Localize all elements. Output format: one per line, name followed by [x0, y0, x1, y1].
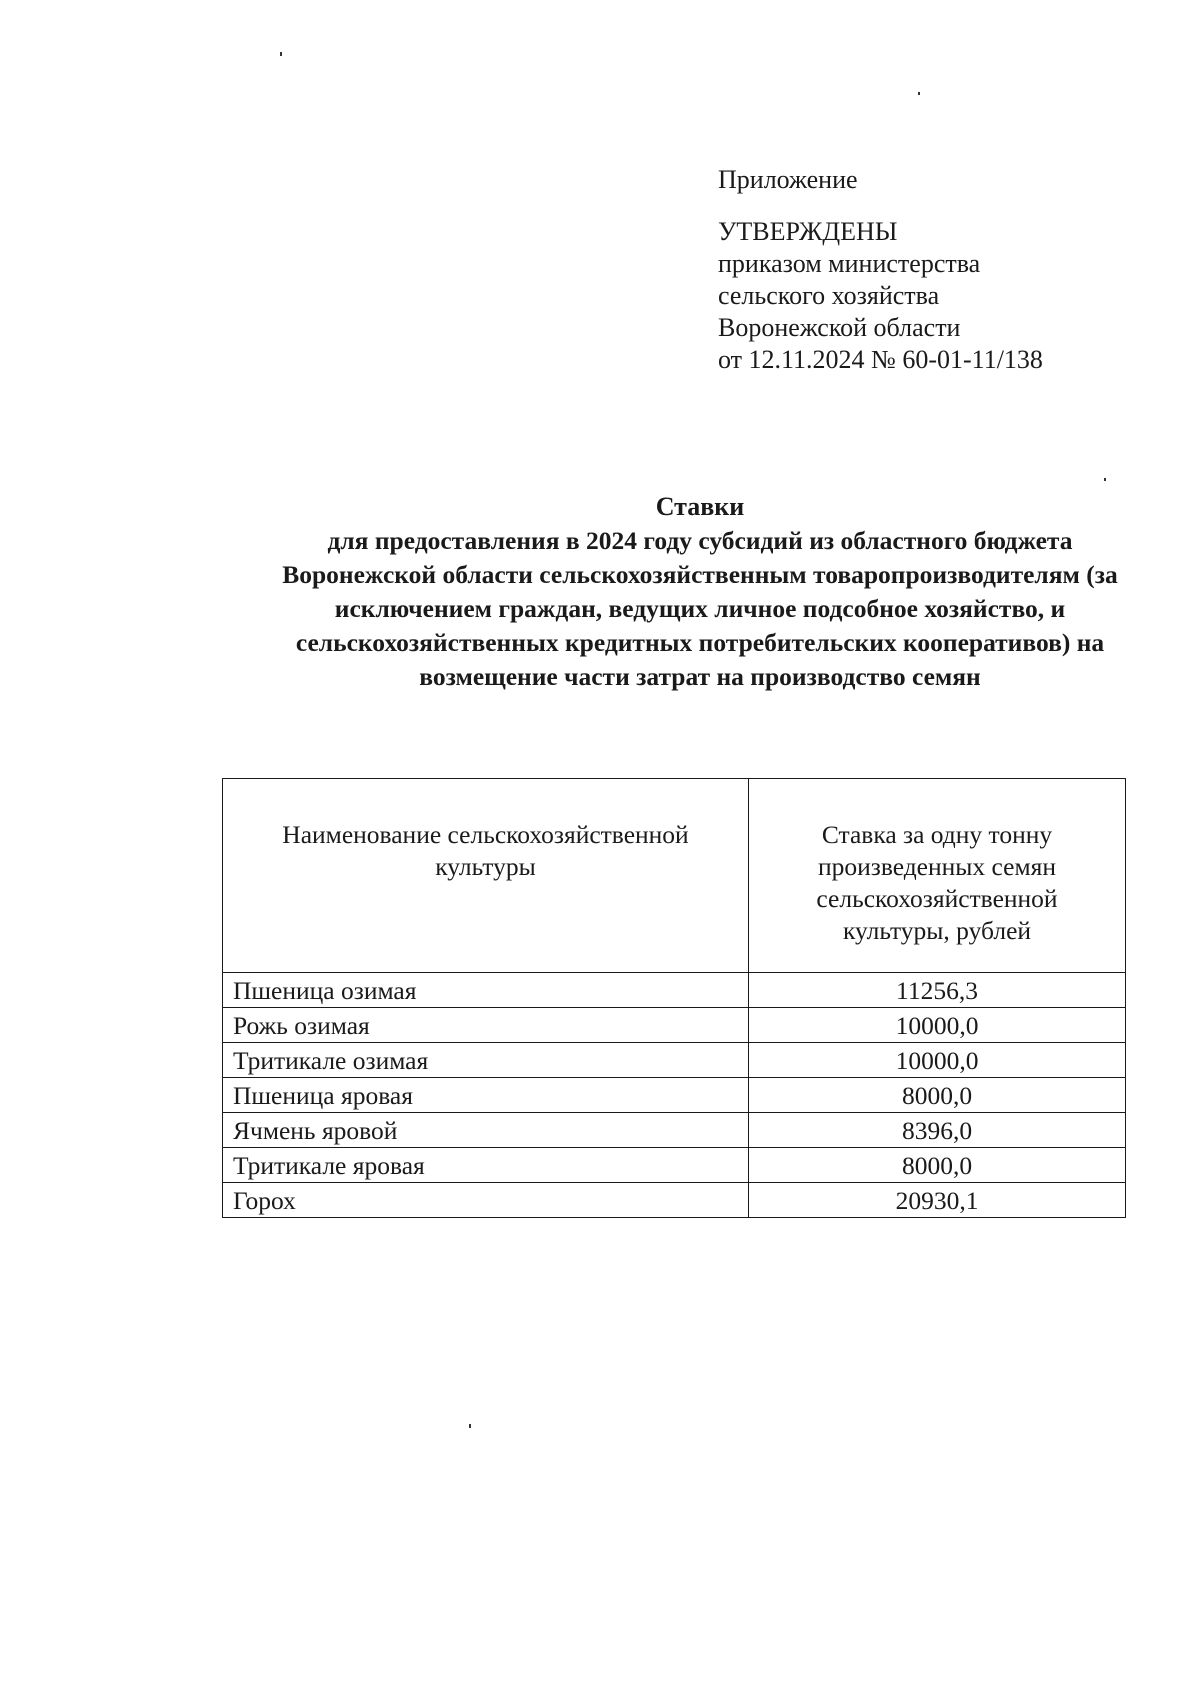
title-line: возмещение части затрат на производство семян	[419, 662, 981, 691]
title-line: исключением граждан, ведущих личное подсобное хозяйство, и	[334, 594, 1066, 623]
table-row	[223, 1008, 1126, 1043]
title-line: сельскохозяйственных кредитных потребительских кооперативов) на	[295, 628, 1105, 657]
crop-name: Тритикале озимая	[223, 1043, 749, 1078]
title-main: Ставки	[655, 492, 745, 521]
approval-block	[718, 164, 1043, 376]
column-header-crop: Наименование сельскохозяйственной культуры	[223, 779, 749, 973]
crop-name: Горох	[223, 1183, 749, 1218]
crop-rate: 10000,0	[749, 1043, 1126, 1078]
scan-speck	[469, 1424, 471, 1428]
column-header-rate: Ставка за одну тонну произведенных семян сельскохозяйственной культуры, рублей	[749, 779, 1126, 973]
crop-rate: 8000,0	[749, 1078, 1126, 1113]
scan-speck	[1104, 478, 1106, 481]
title-line: для предоставления в 2024 году субсидий из областного бюджета	[327, 526, 1073, 555]
rates-table	[222, 778, 1126, 1218]
approved-label: УТВЕРЖДЕНЫ	[718, 217, 898, 246]
approval-line: Воронежской области	[718, 313, 961, 342]
table-row	[223, 1183, 1126, 1218]
document-title	[200, 490, 1200, 694]
crop-name: Ячмень яровой	[223, 1113, 749, 1148]
crop-rate: 11256,3	[749, 973, 1126, 1008]
crop-name: Рожь озимая	[223, 1008, 749, 1043]
table-row	[223, 1043, 1126, 1078]
table-row	[223, 1148, 1126, 1183]
crop-rate: 10000,0	[749, 1008, 1126, 1043]
table-row	[223, 973, 1126, 1008]
crop-rate: 8396,0	[749, 1113, 1126, 1148]
scan-speck	[280, 52, 282, 56]
scan-speck	[918, 92, 920, 95]
table-row	[223, 1113, 1126, 1148]
crop-name: Тритикале яровая	[223, 1148, 749, 1183]
title-line: Воронежской области сельскохозяйственным товаропроизводителям (за	[282, 560, 1118, 589]
crop-name: Пшеница озимая	[223, 973, 749, 1008]
crop-name: Пшеница яровая	[223, 1078, 749, 1113]
crop-rate: 20930,1	[749, 1183, 1126, 1218]
appendix-label: Приложение	[718, 165, 858, 194]
crop-rate: 8000,0	[749, 1148, 1126, 1183]
approval-line: сельского хозяйства	[718, 281, 940, 310]
order-reference: от 12.11.2024 № 60-01-11/138	[718, 345, 1043, 374]
table-header-row	[223, 779, 1126, 973]
table-row	[223, 1078, 1126, 1113]
approval-line: приказом министерства	[718, 249, 981, 278]
